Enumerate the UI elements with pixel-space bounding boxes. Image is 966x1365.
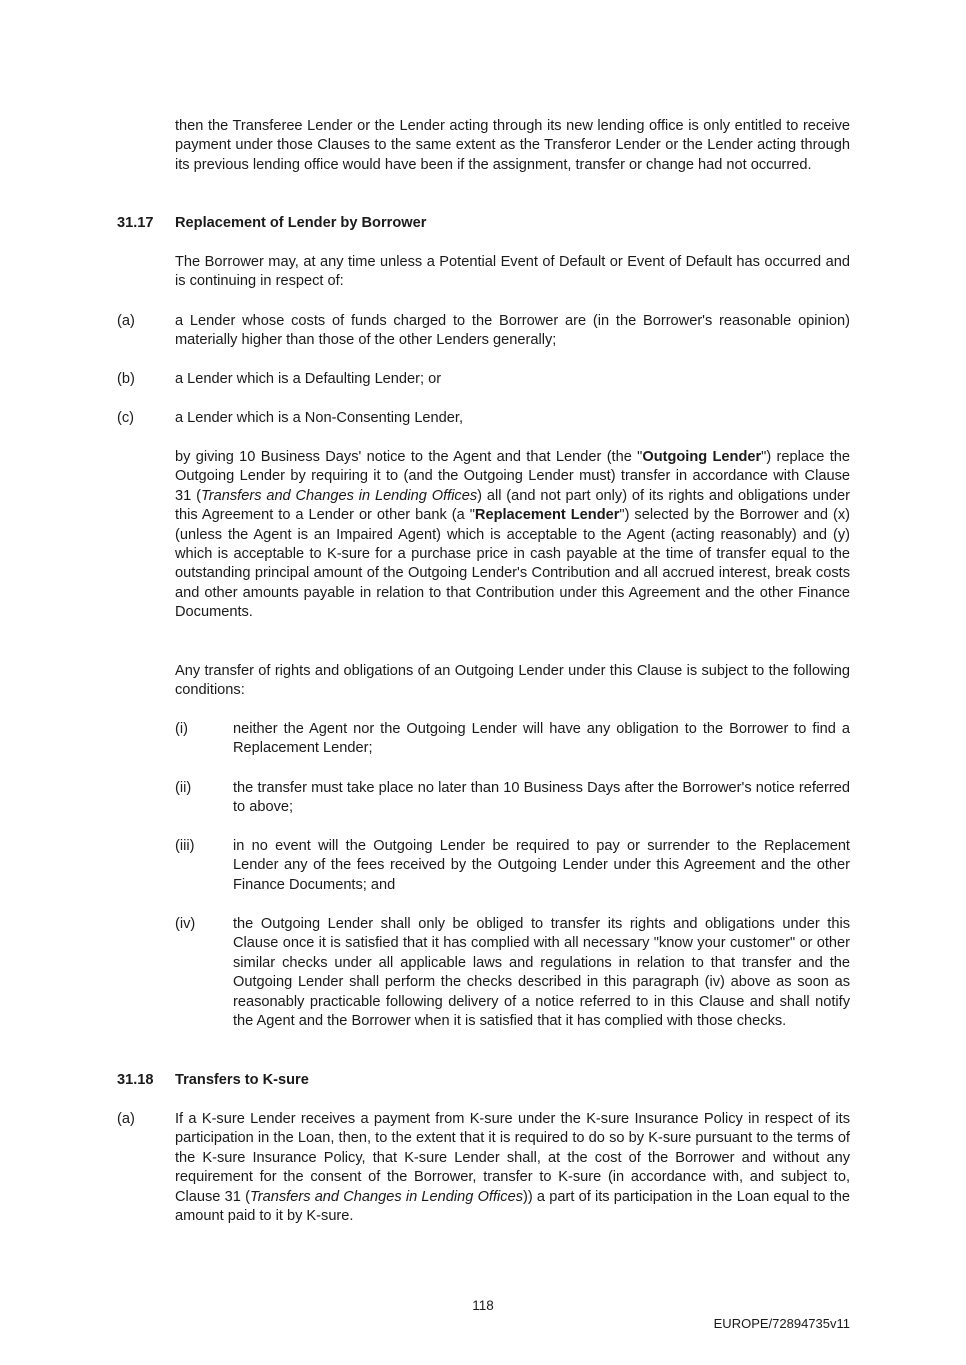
condition-i-label: (i): [175, 721, 188, 737]
defined-term-outgoing-lender: Outgoing Lender: [642, 449, 762, 465]
section-3118-title: Transfers to K-sure: [175, 1072, 309, 1088]
body-text-1: by giving 10 Business Days' notice to the Agent and that Lender (the ": [175, 449, 643, 465]
condition-ii-label: (ii): [175, 780, 192, 796]
replacement-body-paragraph: [175, 448, 850, 623]
body-text-3: ) all (and not part only) of its rights and obligations under this Agreement to a Lender or other bank (a ": [175, 487, 850, 524]
body-text-4: ") selected by the Borrower and (x) (unless the Agent is an Impaired Agent) which is acceptable to the Agent (acting reasonably) and (y) which is acceptable to K-sure for a purchase price in cash payable at the time of transfer equal to the outstanding principal amount of the Outgoing Lender's Contribution and all accrued interest, break costs and other amounts payable in relation to that Contribution under this Agreement and the other Finance Documents.: [175, 507, 850, 621]
clause-reference: Transfers and Changes in Lending Offices: [200, 487, 478, 504]
item-b-text: a Lender which is a Defaulting Lender; or: [175, 371, 442, 387]
condition-iii-label: (iii): [175, 838, 195, 854]
item-a-text: a Lender whose costs of funds charged to the Borrower are (in the Borrower's reasonable opinion) materially higher than those of the other Lenders generally;: [175, 313, 850, 349]
item-c-text: a Lender which is a Non-Consenting Lender,: [175, 410, 464, 426]
intro-paragraph: then the Transferee Lender or the Lender acting through its new lending office is only entitled to receive payment under those Clauses to the same extent as the Transferor Lender or the Lender acting through its previous lending office would have been if the assignment, transfer or change had not occurred.: [175, 118, 850, 173]
condition-iv-text: the Outgoing Lender shall only be obliged to transfer its rights and obligations under this Clause once it is satisfied that it has complied with all necessary "know your customer" or other similar checks under all applicable laws and regulations in relation to that transfer and the Outgoing Lender shall perform the checks described in this paragraph (iv) above as soon as reasonably practicable following delivery of a notice referred to in this Clause and shall notify the Agent and the Borrower when it is satisfied that it has complied with those checks.: [233, 916, 850, 1030]
item-c-label: (c): [117, 410, 135, 426]
section-3117-lead: The Borrower may, at any time unless a Potential Event of Default or Event of Default has occurred and is continuing in respect of:: [175, 254, 850, 290]
condition-iv-label: (iv): [175, 916, 196, 932]
conditions-lead: Any transfer of rights and obligations of an Outgoing Lender under this Clause is subject to the following conditions:: [175, 663, 850, 699]
defined-term-replacement-lender: Replacement Lender: [474, 507, 620, 524]
condition-i-text: neither the Agent nor the Outgoing Lender will have any obligation to the Borrower to find a Replacement Lender;: [233, 721, 850, 757]
section-3118-item-a-text: [175, 1110, 850, 1226]
condition-iii-text: in no event will the Outgoing Lender be required to pay or surrender to the Replacement Lender any of the fees received by the Outgoing Lender under this Agreement and the other Finance Documents; and: [233, 838, 850, 893]
clause-reference: Transfers and Changes in Lending Offices: [249, 1188, 523, 1205]
section-3117-number: 31.17: [117, 215, 154, 231]
body-text-2: ") replace the Outgoing Lender by requiring it to (and the Outgoing Lender must) transfer in accordance with Clause 31 (: [175, 449, 850, 504]
condition-ii-text: the transfer must take place no later than 10 Business Days after the Borrower's notice referred to above;: [233, 780, 850, 816]
item-a-label: (a): [117, 313, 135, 329]
page-number: 118: [472, 1298, 494, 1313]
section-3118-item-a-label: (a): [117, 1111, 135, 1127]
section-3118-number: 31.18: [117, 1072, 154, 1088]
ksure-text-2: )) a part of its participation in the Loan equal to the amount paid to it by K-sure.: [175, 1188, 850, 1225]
ksure-text-1: If a K-sure Lender receives a payment from K-sure under the K-sure Insurance Policy in respect of its participation in the Loan, then, to the extent that it is required to do so by K-sure pursuant to the terms of the K-sure Insurance Policy, that K-sure Lender shall, at the cost of the Borrower and without any requirement for the consent of the Borrower, transfer to K-sure (in accordance with, and subject to, Clause 31 (: [175, 1111, 850, 1205]
document-reference: EUROPE/72894735v11: [713, 1316, 850, 1331]
item-b-label: (b): [117, 371, 135, 387]
section-3117-title: Replacement of Lender by Borrower: [175, 215, 427, 231]
